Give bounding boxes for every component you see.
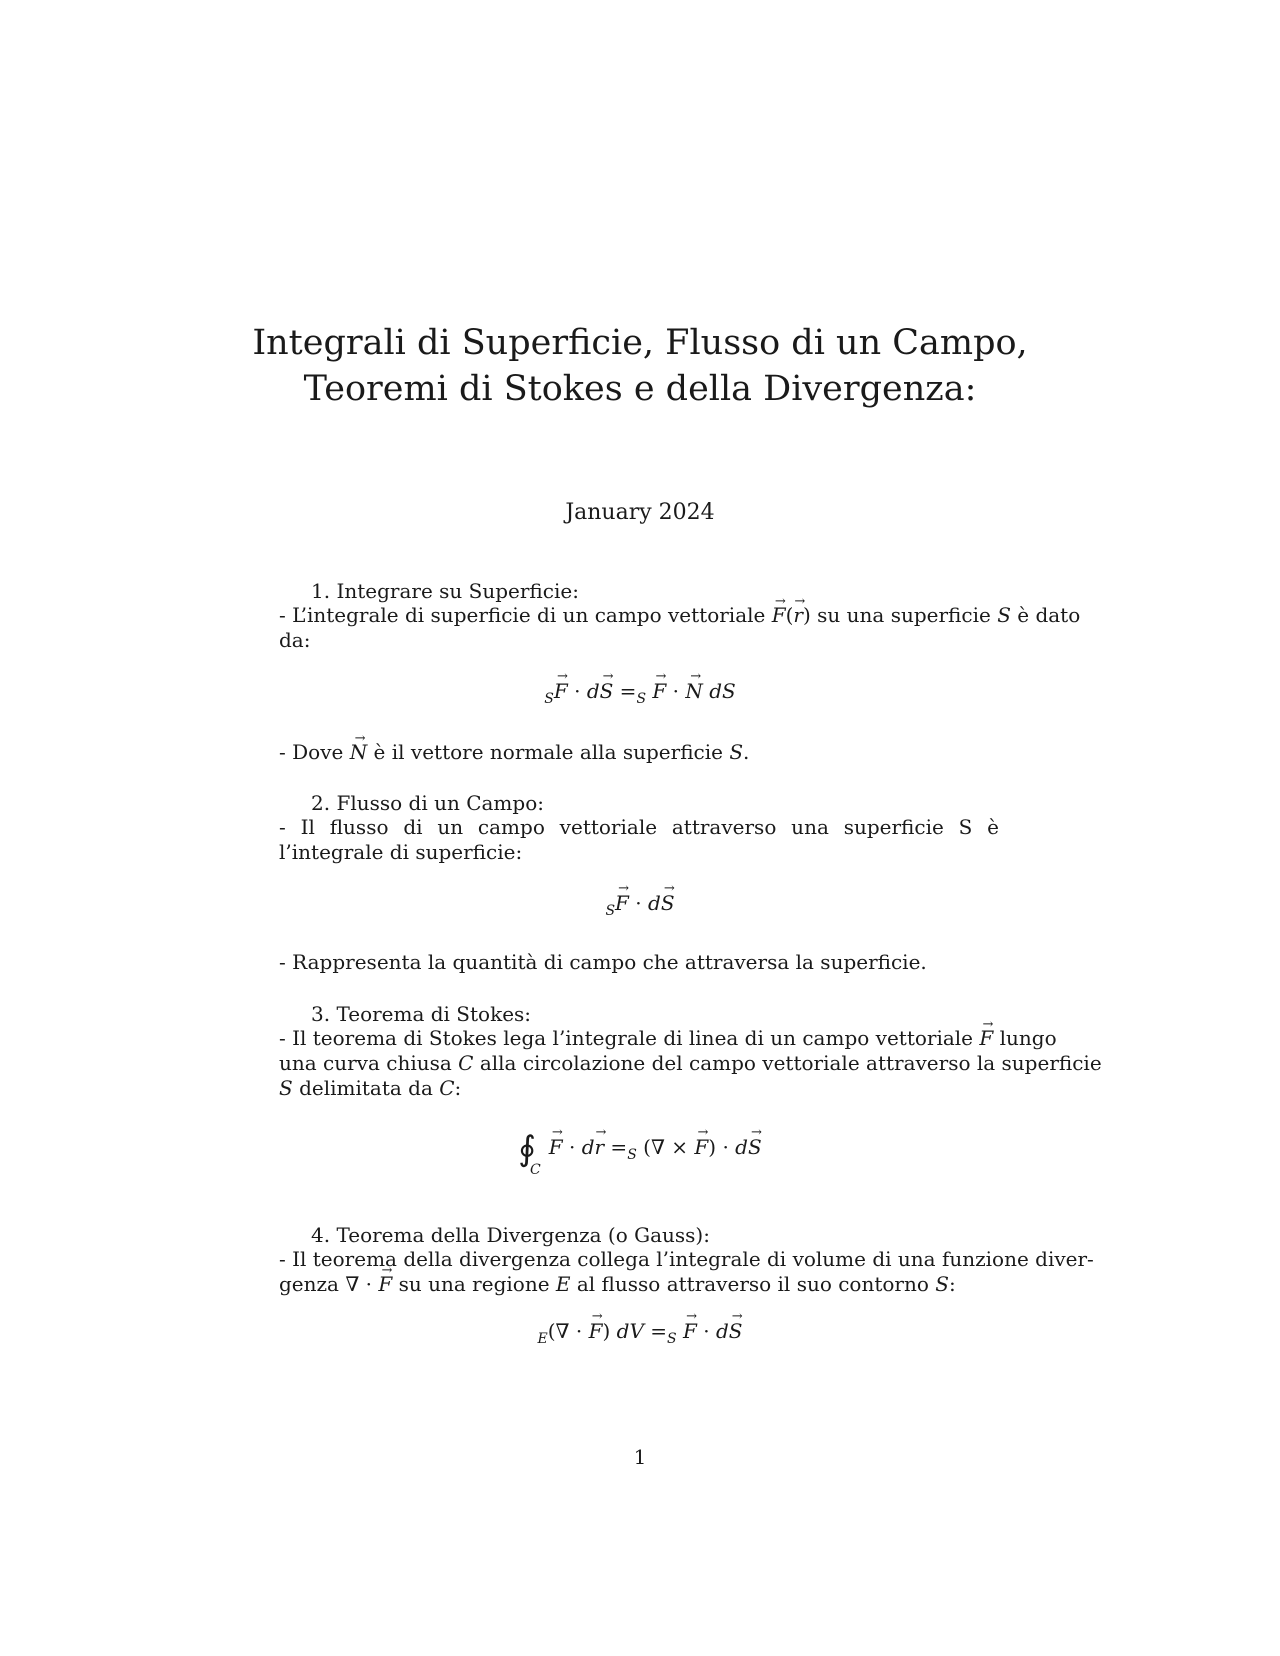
- page-number: 1: [633, 1445, 647, 1469]
- title-line-1: Integrali di Superficie, Flusso di un Campo,: [252, 323, 1028, 363]
- section-2-note: - Rappresenta la quantità di campo che attraversa la superficie.: [279, 950, 927, 974]
- section-2-heading: 2. Flusso di un Campo:: [311, 791, 544, 815]
- title-line-2: Teoremi di Stokes e della Divergenza:: [303, 369, 977, 409]
- document-title: [0, 320, 1280, 412]
- section-4-text-a: - Il teorema della divergenza collega l’integrale di volume di una funzione diver-: [279, 1247, 1094, 1271]
- section-1-note-b: è il vettore normale alla superficie: [373, 740, 723, 764]
- section-1-note-a: - Dove: [279, 740, 344, 764]
- equation-surface-integral: $_S$F → · dS → $=_S$ F → · N → dS: [0, 678, 1280, 707]
- section-3-text-c: una curva chiusa: [279, 1051, 452, 1075]
- section-1-heading: 1. Integrare su Superficie:: [311, 579, 579, 603]
- section-1-note: - Dove N → è il vettore normale alla superficie S.: [279, 740, 749, 765]
- section-1-text-b: su una superficie: [817, 603, 991, 627]
- equation-divergence: $_E$(∇ · F →) dV $=_S$ F → · dS →: [0, 1318, 1280, 1347]
- section-3-text-line-3: S delimitata da C:: [279, 1076, 462, 1100]
- section-1-text-a: - L’integrale di superficie di un campo vettoriale: [279, 603, 766, 627]
- section-4-heading: 4. Teorema della Divergenza (o Gauss):: [311, 1223, 710, 1247]
- section-3-text-line-1: - Il teorema di Stokes lega l’integrale di linea di un campo vettoriale F → lungo: [279, 1026, 1057, 1051]
- equation-flux: $_S$F → · dS →: [0, 890, 1280, 919]
- section-3-text-e: delimitata da: [299, 1076, 433, 1100]
- section-1-text-d: da:: [279, 628, 311, 652]
- section-4-text-line-2: genza ∇ · F → su una regione E al flusso attraverso il suo contorno S:: [279, 1272, 956, 1297]
- section-3-text-a: - Il teorema di Stokes lega l’integrale di linea di un campo vettoriale: [279, 1026, 974, 1050]
- section-3-text-b: lungo: [999, 1026, 1057, 1050]
- section-4-text-d: al flusso attraverso il suo contorno: [576, 1272, 929, 1296]
- section-2-text: - Il flusso di un campo vettoriale attraverso una superficie S è l’integrale di superficie:: [279, 815, 999, 864]
- document-date: January 2024: [565, 500, 715, 525]
- section-3-text-line-2: una curva chiusa C alla circolazione del campo vettoriale attraverso la superficie: [279, 1051, 1102, 1075]
- section-3-heading: 3. Teorema di Stokes:: [311, 1002, 532, 1026]
- equation-stokes: $∮_CF$ → · dr → $=_S$ (∇ × F →) · dS →: [0, 1130, 1280, 1163]
- section-1-text-line-1: - L’integrale di superficie di un campo vettoriale F →(r →) su una superficie S è dato: [279, 603, 1080, 628]
- section-4-text-b: genza ∇ ·: [279, 1272, 373, 1296]
- section-3-text-d: alla circolazione del campo vettoriale attraverso la superficie: [479, 1051, 1102, 1075]
- section-4-text-c: su una regione: [398, 1272, 550, 1296]
- section-1-text-c: è dato: [1017, 603, 1081, 627]
